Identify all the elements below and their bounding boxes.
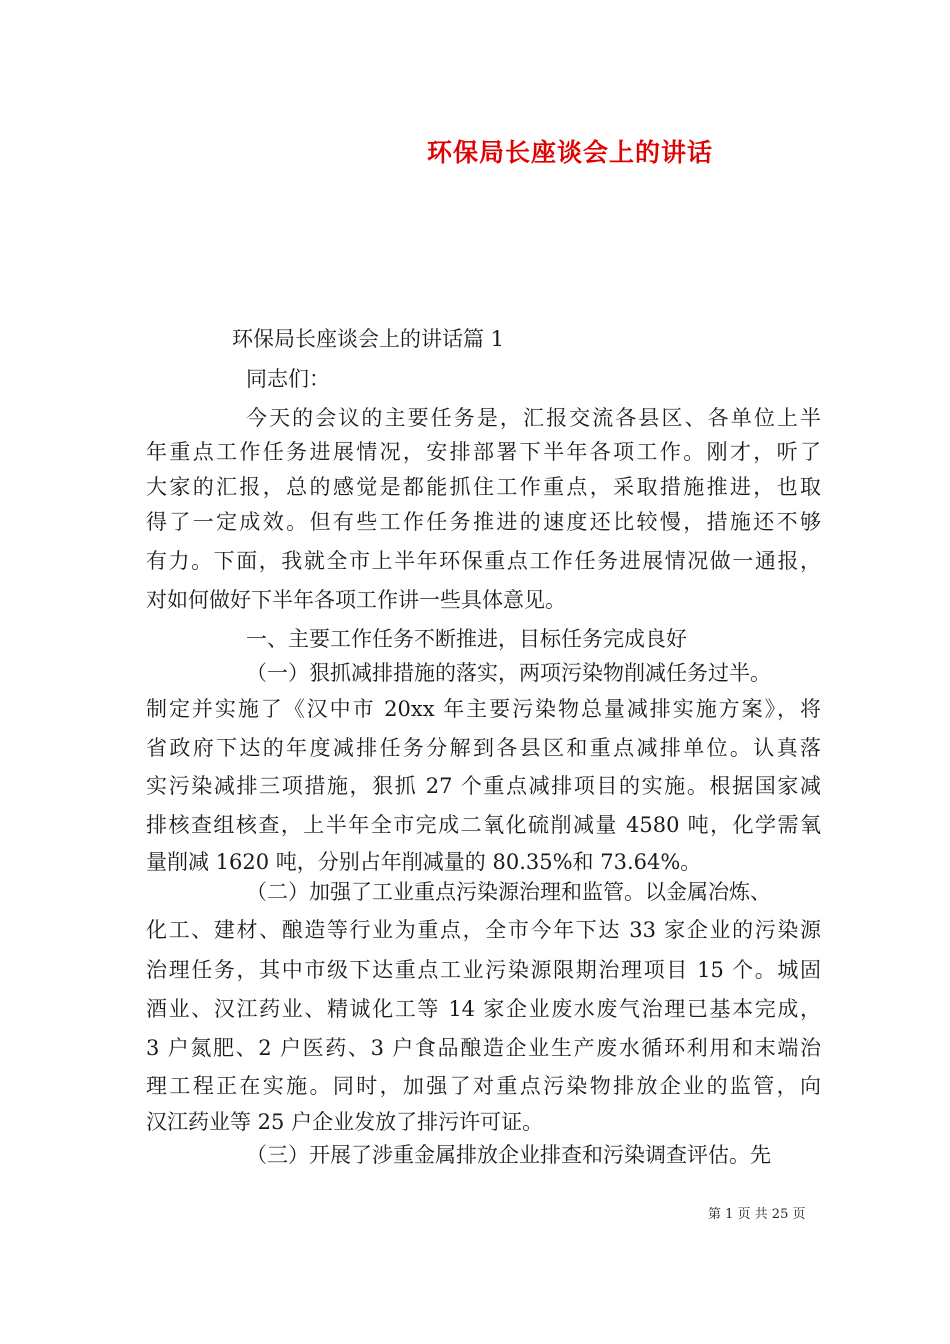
paragraph-line: 3 户氮肥、2 户医药、3 户食品酿造企业生产废水循环利用和末端治 xyxy=(146,1036,821,1060)
paragraph-line: 省政府下达的年度减排任务分解到各县区和重点减排单位。认真落 xyxy=(146,736,821,760)
paragraph-line: 得了一定成效。但有些工作任务推进的速度还比较慢，措施还不够 xyxy=(146,510,821,534)
paragraph-line: 制定并实施了《汉中市 20xx 年主要污染物总量减排实施方案》，将 xyxy=(146,697,821,721)
paragraph-line: 治理任务，其中市级下达重点工业污染源限期治理项目 15 个。城固 xyxy=(146,958,821,982)
document-title: 环保局长座谈会上的讲话 xyxy=(426,138,713,167)
paragraph-line: 实污染减排三项措施，狠抓 27 个重点减排项目的实施。根据国家减 xyxy=(146,774,821,798)
paragraph-line: 量削减 1620 吨，分别占年削减量的 80.35%和 73.64%。 xyxy=(146,850,702,874)
section-subheading: 一、主要工作任务不断推进，目标任务完成良好 xyxy=(246,627,687,651)
paragraph-line: （一）狠抓减排措施的落实，两项污染物削减任务过半。 xyxy=(246,661,771,685)
page-number: 第 1 页 共 25 页 xyxy=(708,1207,806,1222)
section-heading: 环保局长座谈会上的讲话篇 1 xyxy=(232,327,505,351)
salutation: 同志们： xyxy=(246,367,330,391)
paragraph-line: 对如何做好下半年各项工作讲一些具体意见。 xyxy=(146,588,566,612)
paragraph-line: 大家的汇报，总的感觉是都能抓住工作重点，采取措施推进，也取 xyxy=(146,475,821,499)
paragraph-line: （二）加强了工业重点污染源治理和监管。以金属冶炼、 xyxy=(246,880,771,904)
paragraph-line: 化工、建材、酿造等行业为重点，全市今年下达 33 家企业的污染源 xyxy=(146,918,821,942)
paragraph-line: 排核查组核查，上半年全市完成二氧化硫削减量 4580 吨，化学需氧 xyxy=(146,813,821,837)
paragraph-line: 酒业、汉江药业、精诚化工等 14 家企业废水废气治理已基本完成， xyxy=(146,997,821,1021)
paragraph-line: 年重点工作任务进展情况，安排部署下半年各项工作。刚才，听了 xyxy=(146,440,821,464)
paragraph-line: 汉江药业等 25 户企业发放了排污许可证。 xyxy=(146,1110,544,1134)
paragraph-line: 今天的会议的主要任务是，汇报交流各县区、各单位上半 xyxy=(246,406,821,430)
paragraph-line: （三）开展了涉重金属排放企业排查和污染调查评估。先 xyxy=(246,1143,771,1167)
paragraph-line: 有力。下面，我就全市上半年环保重点工作任务进展情况做一通报， xyxy=(146,549,821,573)
paragraph-line: 理工程正在实施。同时，加强了对重点污染物排放企业的监管，向 xyxy=(146,1074,821,1098)
